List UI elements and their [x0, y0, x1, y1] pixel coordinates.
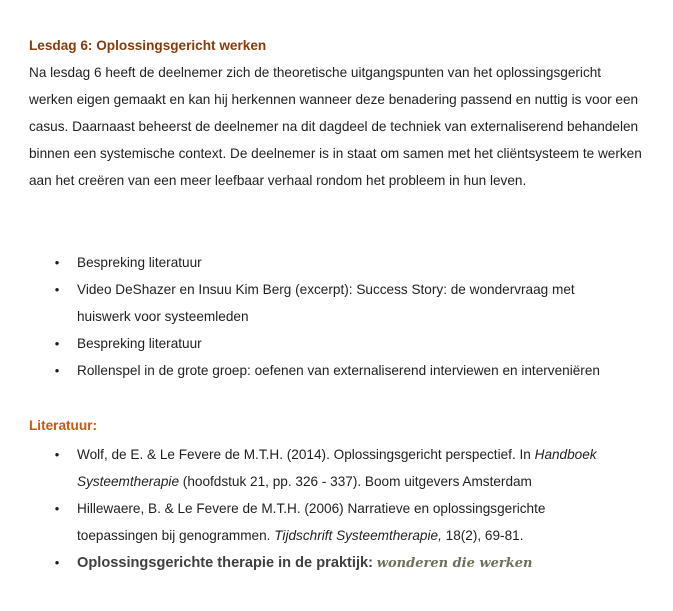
book-title: Oplossingsgerichte therapie in de praktijk: — [77, 555, 374, 571]
list-item — [0, 330, 627, 357]
activity-text: Bespreking literatuur — [77, 255, 202, 270]
list-item — [0, 249, 627, 276]
bullet-icon: • — [54, 501, 60, 516]
reference-text: Wolf, de E. & Le Fevere de M.T.H. (2014). Oplossingsgericht perspectief. In — [77, 447, 535, 462]
activity-text: Bespreking literatuur — [77, 336, 202, 351]
list-item — [0, 276, 627, 330]
bullet-icon: • — [54, 363, 60, 378]
list-item — [0, 441, 627, 495]
activity-text: Video DeShazer en Insuu Kim Berg (excerpt): Success Story: de wondervraag met huiswerk voor systeemleden — [77, 282, 575, 324]
bullet-icon: • — [54, 282, 60, 297]
bullet-icon: • — [54, 336, 60, 351]
reference-details: 18(2), 69-81. — [441, 528, 524, 543]
reference-details: (hoofdstuk 21, pp. 326 - 337). Boom uitgevers Amsterdam — [179, 474, 532, 489]
activity-list — [0, 249, 627, 384]
book-subtitle: wonderen die werken — [376, 556, 533, 571]
lesson-title: Lesdag 6: Oplossingsgericht werken — [29, 38, 267, 53]
list-item — [0, 549, 627, 577]
lesson-intro: Na lesdag 6 heeft de deelnemer zich de theoretische uitgangspunten van het oplossingsgericht werken eigen gemaakt en kan hij herkennen wanneer deze benadering passend en nuttig is voor een casus. Daarnaast beheerst de deelnemer na dit dagdeel de techniek van externaliserend behandelen binnen een systemische context. De deelnemer is in staat om samen met het cliëntsysteem te werken aan het creëren van een meer leefbaar verhaal rondom het probleem in hun leven. — [29, 65, 642, 188]
literature-list — [0, 441, 627, 577]
list-item — [0, 357, 627, 384]
list-item — [0, 495, 627, 549]
literature-heading: Literatuur: — [29, 418, 97, 433]
activity-text: Rollenspel in de grote groep: oefenen van externaliserend interviewen en interveniëren — [77, 363, 600, 378]
bullet-icon: • — [54, 447, 60, 462]
reference-text: Hillewaere, B. & Le Fevere de M.T.H. (2006) Narratieve en oplossingsgerichte toepassingen bij genogrammen. — [77, 501, 546, 543]
reference-title: Handboek Systeemtherapie — [77, 447, 597, 489]
bullet-icon: • — [54, 555, 60, 570]
reference-title: Tijdschrift Systeemtherapie, — [274, 528, 442, 543]
bullet-icon: • — [54, 255, 60, 270]
